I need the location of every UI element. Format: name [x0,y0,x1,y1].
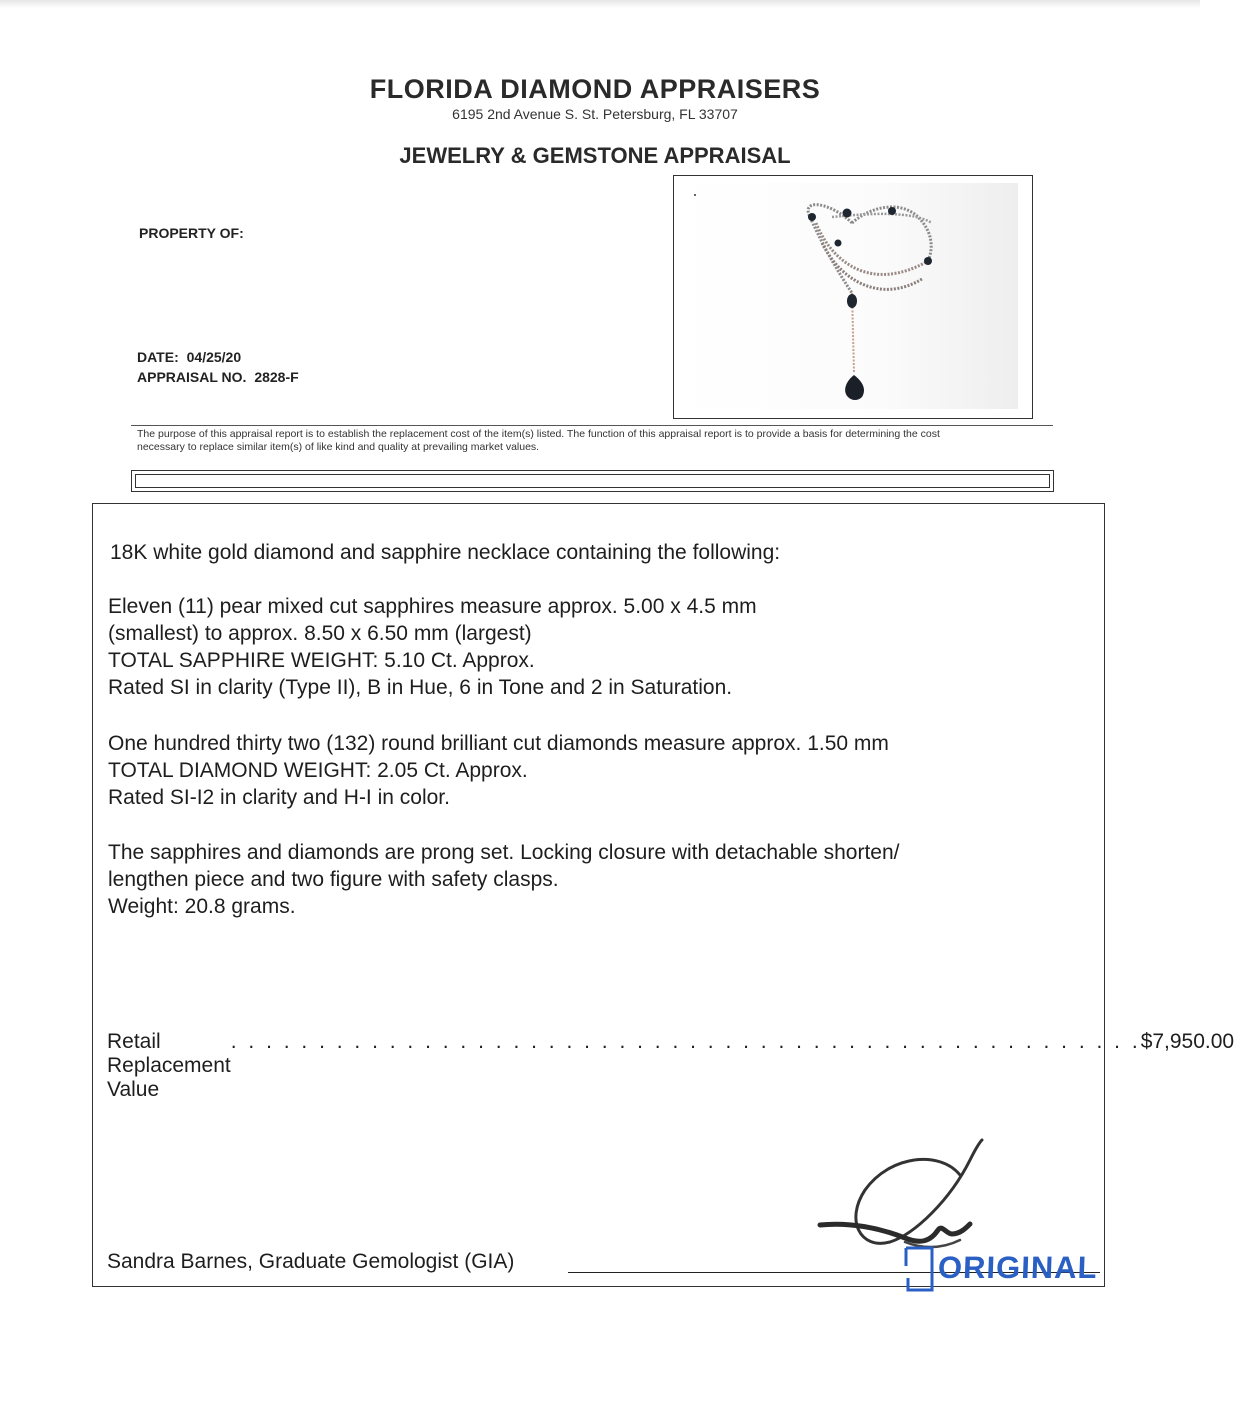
scan-edge [0,0,1200,8]
purpose-line-1: The purpose of this appraisal report is to establish the replacement cost of the item(s) listed. The function of this appraisal report is to provide a basis for determining the cost [137,428,940,440]
purpose-rule [131,425,1053,426]
intro-text: 18K white gold diamond and sapphire necklace containing the following: [110,541,781,564]
sapphire-section [108,593,1088,701]
purpose-line-2: necessary to replace similar item(s) of like kind and quality at prevailing market values. [137,440,540,453]
diamond-line-2: TOTAL DIAMOND WEIGHT: 2.05 Ct. Approx. [108,759,528,782]
appraisal-number-value: 2828-F [254,369,299,385]
date-value: 04/25/20 [186,349,242,365]
stamp-border-icon [898,1244,938,1296]
diamond-line-1: One hundred thirty two (132) round brilliant cut diamonds measure approx. 1.50 mm [108,732,889,755]
diamond-line-3: Rated SI-I2 in clarity and H-I in color. [108,786,450,809]
property-label: PROPERTY OF: [139,225,244,241]
company-address: 6195 2nd Avenue S. St. Petersburg, FL 33707 [452,106,738,122]
diamond-section [108,730,1098,811]
document-title: JEWELRY & GEMSTONE APPRAISAL [399,143,791,168]
separator-box-inner [135,474,1050,488]
company-name: FLORIDA DIAMOND APPRAISERS [369,74,821,104]
item-intro [110,539,1090,566]
retail-value-label: Retail Replacement Value [107,1030,231,1101]
sapphire-line-1: Eleven (11) pear mixed cut sapphires measure approx. 5.00 x 4.5 mm [108,595,757,618]
retail-value-leader: . . . . . . . . . . . . . . . . . . . . . . . . . . . . . . . . . . . . . . . . . . . . . . . . . . . . [230,1030,1141,1053]
signer-name: Sandra Barnes, Graduate Gemologist (GIA) [107,1250,515,1273]
necklace-photo [682,183,1018,409]
separator-box [131,470,1054,492]
setting-line-3: Weight: 20.8 grams. [108,895,296,918]
necklace-illustration [682,183,1018,409]
date-row [137,349,241,365]
sapphire-line-4: Rated SI in clarity (Type II), B in Hue, 6 in Tone and 2 in Saturation. [108,676,733,699]
setting-section [108,839,1098,920]
purpose-statement [137,428,1067,453]
necklace-photo-frame [673,175,1033,419]
appraisal-number-row [137,369,299,385]
sapphire-line-3: TOTAL SAPPHIRE WEIGHT: 5.10 Ct. Approx. [108,649,535,672]
retail-value-amount: $7,950.00 [1140,1030,1234,1053]
original-stamp: ORIGINAL [937,1250,1099,1285]
setting-line-2: lengthen piece and two figure with safety clasps. [108,868,559,891]
appraisal-number-label: APPRAISAL NO. [137,369,247,385]
retail-value-line [107,1030,1234,1102]
setting-line-1: The sapphires and diamonds are prong set. Locking closure with detachable shorten/ [108,841,900,864]
date-label: DATE: [137,349,179,365]
sapphire-line-2: (smallest) to approx. 8.50 x 6.50 mm (largest) [108,622,532,645]
